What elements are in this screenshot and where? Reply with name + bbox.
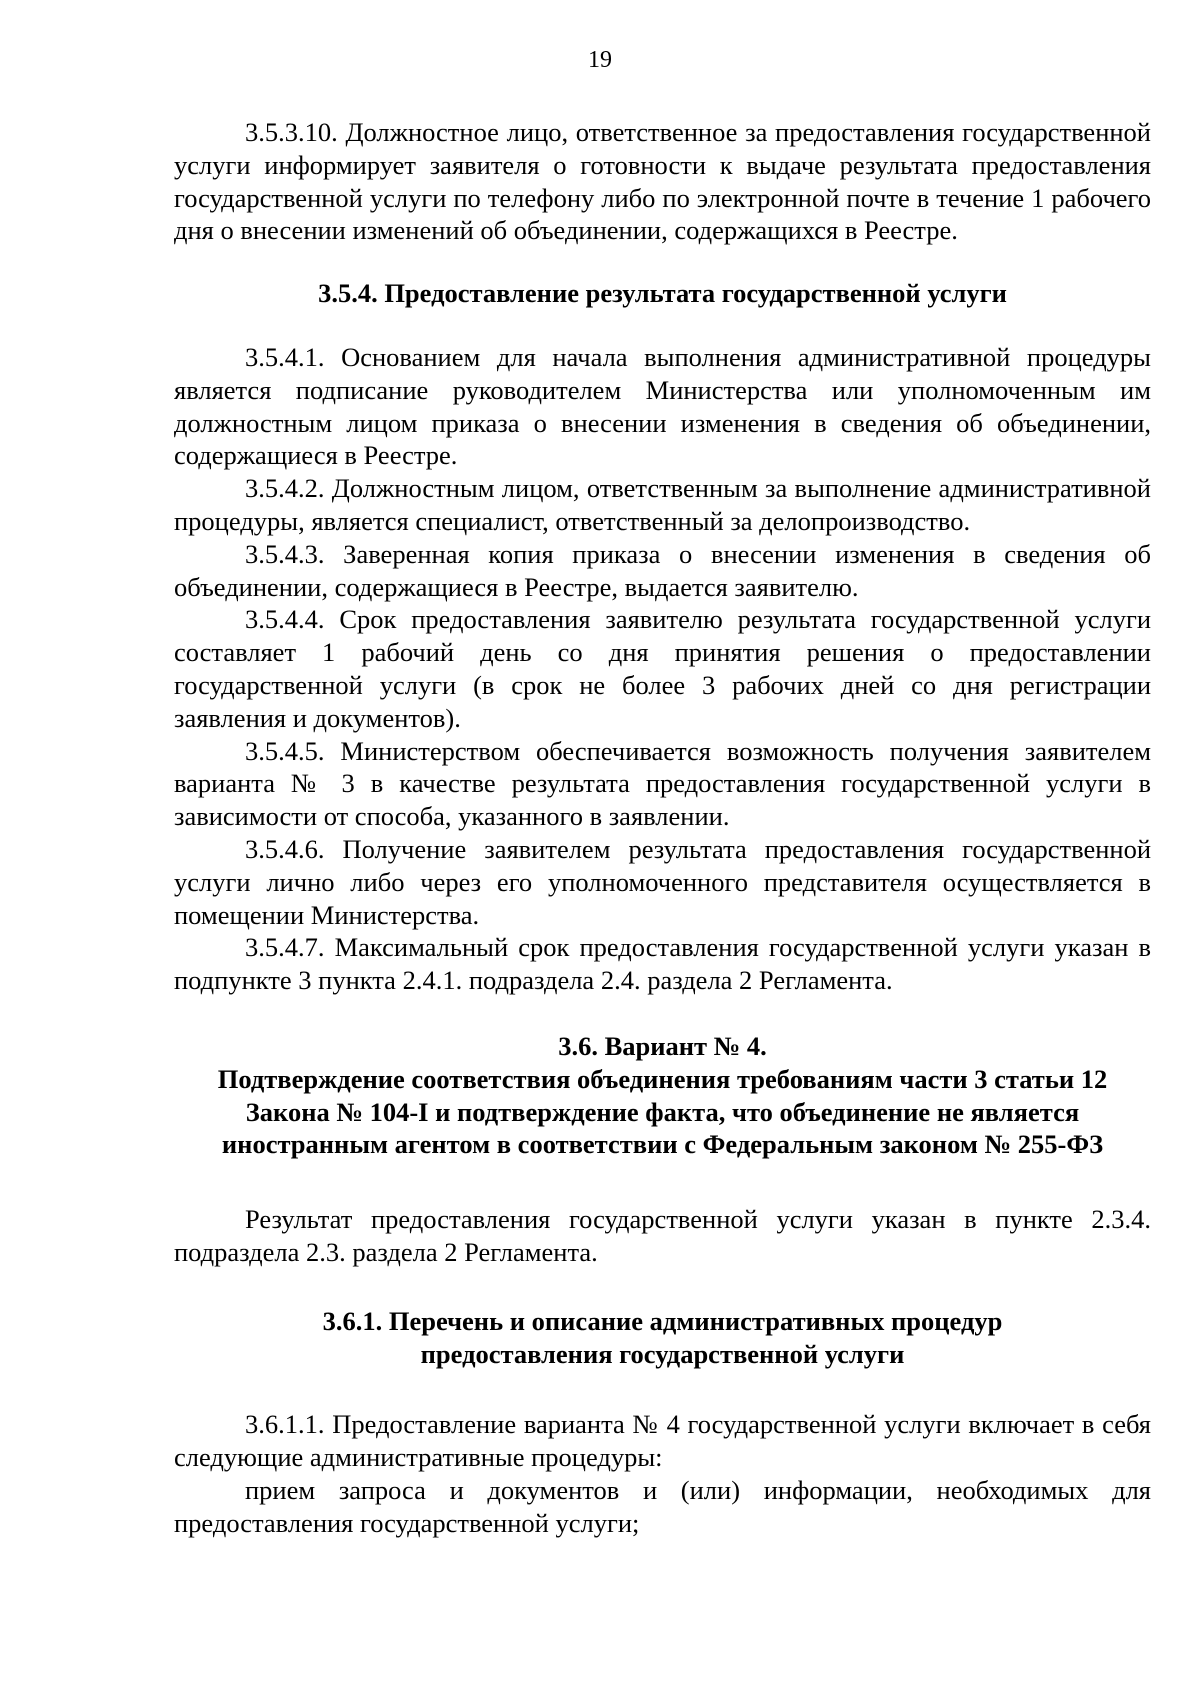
paragraph-3-5-4-3: 3.5.4.3. Заверенная копия приказа о внесении изменения в сведения об объединении, содержащиеся в Реестре, выдается заявителю.: [174, 538, 1151, 602]
paragraph-3-5-4-4: 3.5.4.4. Срок предоставления заявителю результата государственной услуги составляет 1 рабочий день со дня принятия решения о предоставлении государственной услуги (в срок не более 3 рабочих дней со дня регистрации заявления и документов).: [174, 604, 1151, 733]
paragraph-3-6-result: Результат предоставления государственной услуги указан в пункте 2.3.4. подраздела 2.3. раздела 2 Регламента.: [174, 1204, 1151, 1267]
heading-3-6-1-line-2: предоставления государственной услуги: [420, 1338, 905, 1369]
paragraph-3-5-4-5: 3.5.4.5. Министерством обеспечивается возможность получения заявителем варианта № 3 в качестве результата предоставления государственной услуги в зависимости от способа, указанного в заявлении.: [174, 735, 1151, 832]
heading-3-6: [174, 1030, 1151, 1161]
heading-3-6-line-2: Подтверждение соответствия объединения требованиям части 3 статьи 12: [217, 1063, 1108, 1094]
heading-3-6-line-4: иностранным агентом в соответствии с Федеральным законом № 255-ФЗ: [221, 1129, 1104, 1160]
paragraph-3-5-4-1: 3.5.4.1. Основанием для начала выполнения административной процедуры является подписание руководителем Министерства или уполномоченным им должностным лицом приказа о внесении изменения в сведения об объединении, содержащиеся в Реестре.: [174, 341, 1151, 471]
paragraph-3-5-3-10: 3.5.3.10. Должностное лицо, ответственное за предоставления государственной услуги информирует заявителя о готовности к выдаче результата предоставления государственной услуги по телефону либо по электронной почте в течение 1 рабочего дня о внесении изменений об объединении, содержащихся в Реестре.: [174, 117, 1151, 246]
paragraph-3-5-4-7: 3.5.4.7. Максимальный срок предоставления государственной услуги указан в подпункте 3 пункта 2.4.1. подраздела 2.4. раздела 2 Регламента.: [174, 932, 1151, 996]
page-number: 19: [588, 47, 612, 73]
heading-3-6-line-1: 3.6. Вариант № 4.: [558, 1030, 767, 1061]
list-item-reception: прием запроса и документов и (или) информации, необходимых для предоставления государственной услуги;: [174, 1474, 1151, 1538]
heading-3-5-4: 3.5.4. Предоставление результата государственной услуги: [318, 278, 1007, 309]
heading-3-6-1: [174, 1305, 1151, 1371]
heading-3-6-line-3: Закона № 104-I и подтверждение факта, что объединение не является: [245, 1096, 1080, 1127]
paragraph-3-6-1-1: 3.6.1.1. Предоставление варианта № 4 государственной услуги включает в себя следующие административные процедуры:: [174, 1409, 1151, 1473]
paragraph-3-5-4-2: 3.5.4.2. Должностным лицом, ответственным за выполнение административной процедуры, является специалист, ответственный за делопроизводство.: [174, 473, 1151, 536]
heading-3-6-1-line-1: 3.6.1. Перечень и описание административных процедур: [322, 1305, 1003, 1336]
paragraph-3-5-4-6: 3.5.4.6. Получение заявителем результата предоставления государственной услуги лично либо через его уполномоченного представителя осуществляется в помещении Министерства.: [174, 833, 1151, 930]
document-body: [174, 116, 1151, 1539]
